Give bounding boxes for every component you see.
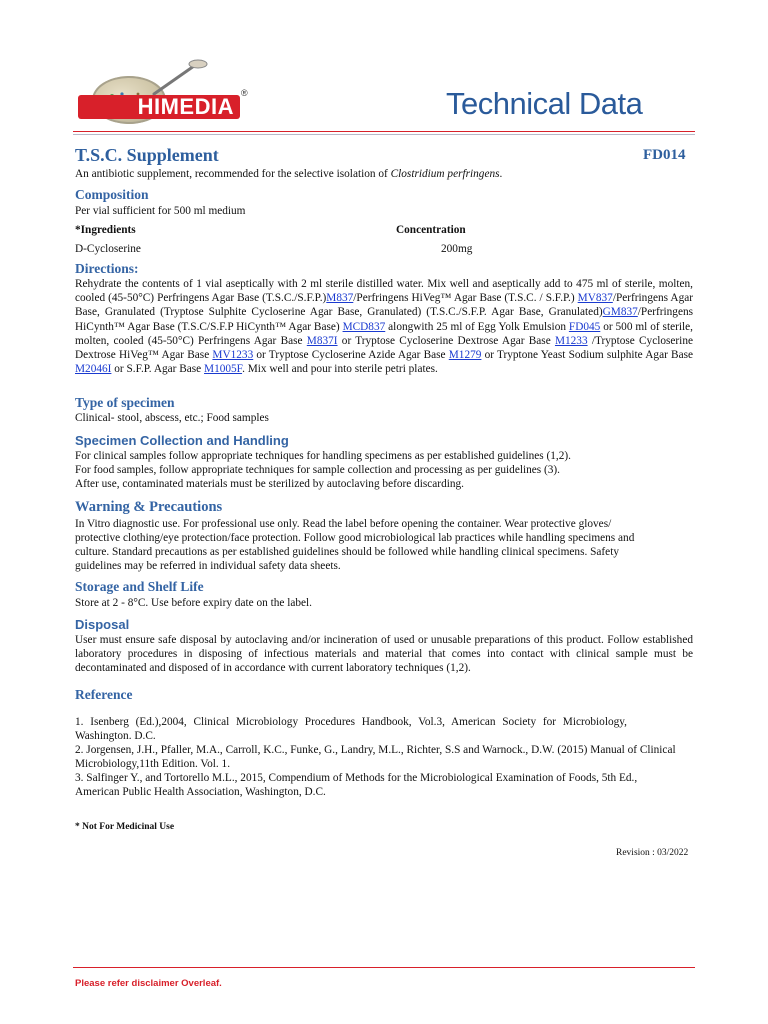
storage-heading: Storage and Shelf Life	[75, 579, 204, 594]
product-link-m1279[interactable]: M1279	[448, 349, 482, 362]
product-link-m2046i[interactable]: M2046I	[75, 363, 112, 376]
product-link-m1005f[interactable]: M1005F	[204, 363, 243, 376]
collection-heading: Specimen Collection and Handling	[75, 433, 289, 448]
header-divider-secondary	[73, 134, 695, 135]
storage-text: Store at 2 - 8°C. Use before expiry date on the label.	[75, 597, 312, 609]
intro-text: An antibiotic supplement, recommended for the selective isolation of	[75, 168, 391, 180]
product-link-fd045[interactable]: FD045	[568, 320, 601, 333]
product-link-m1233[interactable]: M1233	[554, 334, 588, 347]
product-code: FD014	[643, 147, 686, 163]
collection-line-2: For food samples, follow appropriate techniques for sample collection and processing as per guidelines (3).	[75, 464, 561, 476]
footer-divider	[73, 967, 695, 968]
reference-item: 1. Isenberg (Ed.),2004, Clinical Microbiology Procedures Handbook, Vol.3, American Society for Microbiology, Washington. D.C.	[75, 716, 627, 743]
reference-heading: Reference	[75, 687, 133, 702]
disclaimer-note: Please refer disclaimer Overleaf.	[75, 978, 222, 989]
product-intro	[75, 167, 502, 181]
directions-text: Rehydrate the contents of 1 vial aseptically with 2 ml sterile distilled water. Mix well and aseptically add to 475 ml of sterile, molten, cooled (45-50°C) Perfringens Agar Base (T.S.C./S.F.P.)M837/Perfringens HiVeg™ Agar Base (T.S.C. / S.F.P.) MV837/Perfringens Agar Base, Granulated (Tryptose Sulphite Cycloserine Agar Base, Granulated) (T.S.C./S.F.P. Agar Base, Granulated)GM837/Perfringens HiCynth™ Agar Base (T.S.C/S.F.P HiCynth™ Agar Base) MCD837 alongwith 25 ml of Egg Yolk Emulsion FD045 or 500 ml of sterile, molten, cooled (45-50°C) Perfringens Agar Base M837I or Tryptose Cycloserine Dextrose Agar Base M1233 /Tryptose Cycloserine Dextrose HiVeg™ Agar Base MV1233 or Tryptose Cycloserine Azide Agar Base M1279 or Tryptone Yeast Sodium sulphite Agar Base M2046I or S.F.P. Agar Base M1005F. Mix well and pour into sterile petri plates.	[75, 278, 694, 376]
composition-basis: Per vial sufficient for 500 ml medium	[75, 205, 246, 217]
ingredient-amount: 200mg	[441, 243, 473, 255]
ingredient-name: D-Cycloserine	[75, 243, 141, 255]
composition-heading: Composition	[75, 187, 149, 202]
brand-logo: HIMEDIA	[78, 95, 240, 119]
product-title: T.S.C. Supplement	[75, 145, 219, 165]
warning-line-4: guidelines may be referred in individual safety data sheets.	[75, 560, 341, 572]
product-link-mv1233[interactable]: MV1233	[212, 349, 254, 362]
reference-item: 3. Salfinger Y., and Tortorello M.L., 2015, Compendium of Methods for the Microbiological Examination of Foods, 5th Ed., American Public Health Association, Washington, D.C.	[75, 772, 638, 799]
collection-line-1: For clinical samples follow appropriate techniques for handling specimens as per established guidelines (1,2).	[75, 450, 571, 462]
disposal-text: User must ensure safe disposal by autoclaving and/or incineration of used or unusable preparations of this product. Follow established laboratory procedures in disposing of infectious materials and material that comes into contact with clinical sample must be decontaminated and disposed of in accordance with current laboratory techniques (1,2).	[75, 634, 693, 675]
warning-line-2: protective clothing/eye protection/face protection. Follow good microbiological lab practices while handling specimens and	[75, 532, 635, 544]
product-link-m837i[interactable]: M837I	[306, 334, 338, 347]
warning-line-3: culture. Standard precautions as per established guidelines should be followed while handling clinical specimens. Safety	[75, 546, 619, 558]
inoculating-loop-icon	[150, 58, 210, 98]
revision-date: Revision : 03/2022	[616, 848, 689, 858]
medicinal-use-note: * Not For Medicinal Use	[75, 822, 175, 832]
concentration-column-header: Concentration	[396, 224, 466, 236]
reference-item: 2. Jorgensen, J.H., Pfaller, M.A., Carroll, K.C., Funke, G., Landry, M.L., Richter, S.S and Warnock., D.W. (2015) Manual of Clinical Microbiology,11th Edition. Vol. 1.	[75, 744, 676, 771]
disposal-heading: Disposal	[75, 617, 130, 632]
document-type-title: Technical Data	[446, 86, 643, 121]
product-link-gm837[interactable]: GM837	[602, 306, 638, 319]
warning-line-1: In Vitro diagnostic use. For professional use only. Read the label before opening the container. Wear protective gloves/	[75, 518, 612, 530]
product-link-m837[interactable]: M837	[326, 292, 354, 305]
intro-period: .	[499, 168, 503, 180]
registered-mark: ®	[241, 88, 248, 98]
header-divider	[73, 131, 695, 132]
directions-heading: Directions:	[75, 261, 139, 276]
specimen-type-text: Clinical- stool, abscess, etc.; Food samples	[75, 412, 269, 424]
product-link-mv837[interactable]: MV837	[577, 292, 613, 305]
ingredients-column-header: *Ingredients	[75, 224, 136, 236]
collection-line-3: After use, contaminated materials must be sterilized by autoclaving before discarding.	[75, 478, 464, 490]
organism-name: Clostridium perfringens	[390, 168, 500, 180]
specimen-type-heading: Type of specimen	[75, 395, 175, 410]
warning-heading: Warning & Precautions	[75, 499, 223, 515]
product-link-mcd837[interactable]: MCD837	[342, 320, 386, 333]
